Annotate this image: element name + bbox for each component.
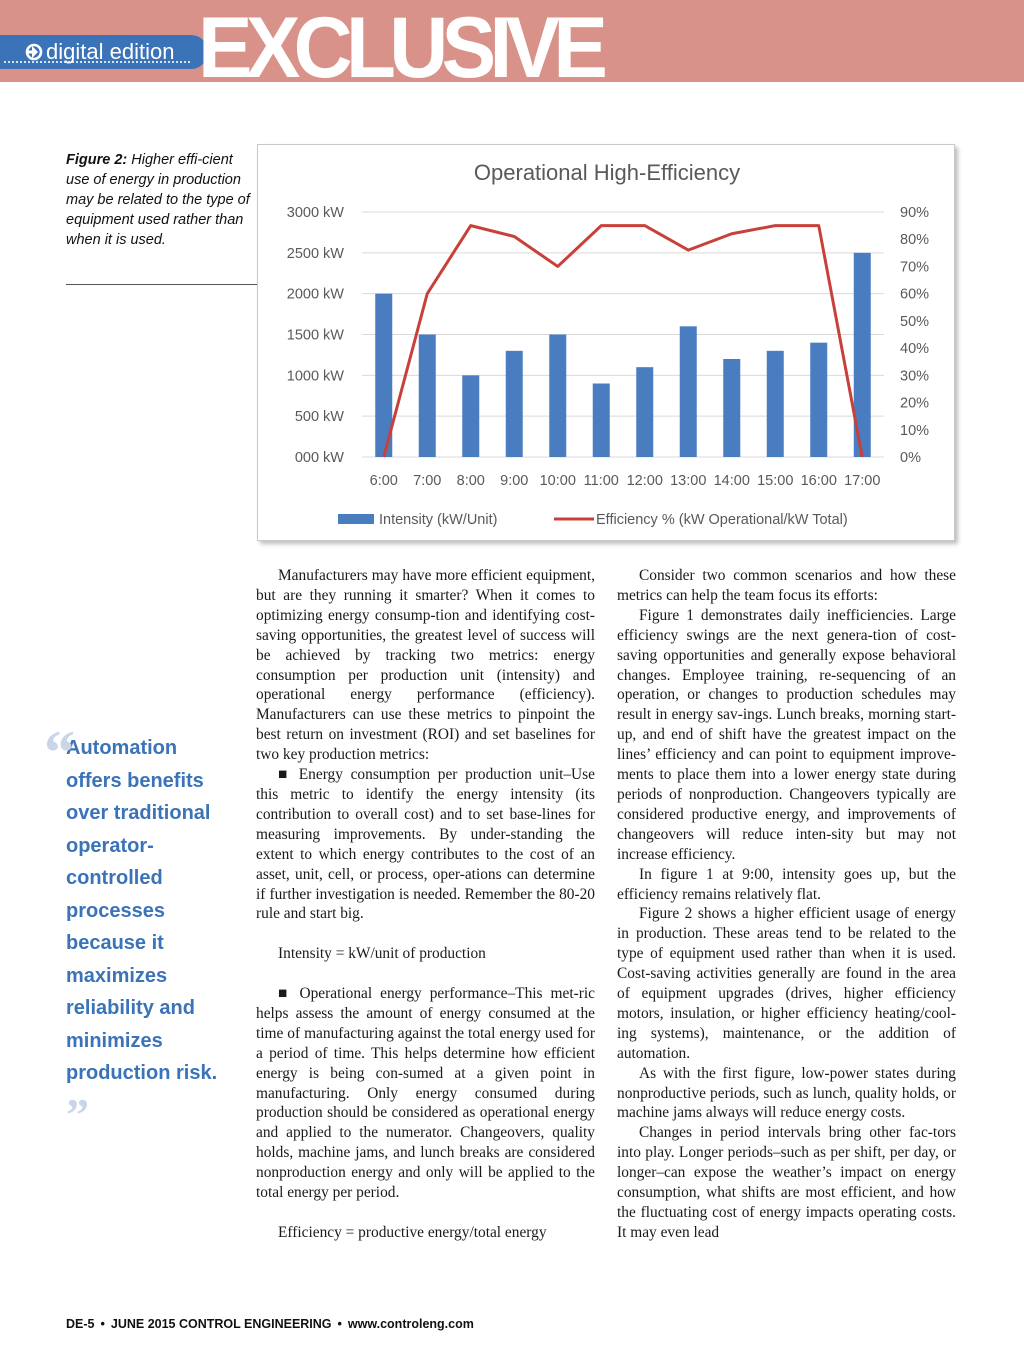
x-tick-label: 9:00 [500, 473, 529, 489]
y-right-tick-label: 20% [900, 395, 930, 412]
y-left-tick-label: 2500 kW [286, 245, 344, 262]
legend-intensity-swatch [338, 514, 374, 524]
digital-edition-label: digital edition [46, 39, 175, 64]
footer-separator: • [337, 1317, 342, 1331]
intensity-bar [636, 367, 653, 457]
circular-arrow-icon [24, 42, 44, 62]
paragraph: ■ Energy consumption per production unit–Use this metric to identify the energy intensity (its contribution to overall cost) and to set base-lines for measuring improvements. By under-standing the extent to which energy contributes to the cost of an asset, unit, cell, or process, oper-ations can determine if further investigation is needed. Remember the 80-20 rule and start big. [256, 766, 595, 923]
digital-edition-badge[interactable] [0, 35, 208, 69]
paragraph: ■ Operational energy performance–This met-ric helps assess the amount of energy consumed at the time of manufacturing against the total energy used for a period of time. This helps determine how efficient energy is being con-sumed at a given point in manufacturing. Only energy consumed during production should be considered as operational energy and applied to the numerator. Changeovers, quality holds, machine jams, and lunch breaks are considered nonproduction energy and only will be applied to the total energy per period. [256, 985, 595, 1202]
x-tick-label: 13:00 [670, 473, 707, 489]
x-tick-label: 17:00 [844, 473, 881, 489]
paragraph: Consider two common scenarios and how these metrics can help the team focus its efforts: [617, 567, 956, 604]
article-column-left [256, 566, 595, 1263]
page-footer [66, 1317, 474, 1331]
y-left-tick-label: 500 kW [294, 409, 344, 426]
intensity-bar [506, 351, 523, 457]
x-tick-label: 10:00 [539, 473, 576, 489]
paragraph: As with the first figure, low-power states during nonproductive periods, such as lunch, quality holds, or machine jams always will reduce energy costs. [617, 1064, 956, 1122]
x-tick-label: 6:00 [369, 473, 398, 489]
y-right-tick-label: 80% [900, 232, 930, 249]
y-left-tick-label: 000 kW [294, 450, 344, 466]
x-tick-label: 12:00 [626, 473, 663, 489]
paragraph: Changes in period intervals bring other fac-tors into play. Longer periods–such as per shift, per day, or longer–can expose the weather’s impact on energy consumption, what shifts are most efficient, and how the fluctuating cost of energy impacts operating costs. It may even lead [617, 1124, 956, 1241]
intensity-bar [593, 384, 610, 458]
y-left-tick-label: 1500 kW [286, 327, 344, 344]
intensity-bar [680, 326, 697, 457]
y-left-tick-label: 2000 kW [286, 286, 344, 303]
figure-caption-label: Figure 2: [66, 152, 128, 168]
y-right-tick-label: 90% [900, 205, 930, 221]
open-quote-mark: “ [44, 719, 75, 787]
y-right-tick-label: 50% [900, 313, 930, 330]
paragraph: Figure 1 demonstrates daily inefficiencies. Large efficiency swings are the next genera-tion of cost-saving opportunities and generally expose behavioral changes. Employee training, re-sequencing of an operation, or changes to production schedules may result in energy sav-ings. Lunch breaks, morning start-up, and end of shift have the greatest impact on the lines’ efficiency and can point to equipment improve-ments to place them into a lower energy state during periods of nonproduction. Changeovers typically are considered productive energy, and improvements of changeovers will reduce inten-sity but may not increase efficiency. [617, 606, 956, 863]
efficiency-equation: Efficiency = productive energy/total energy [278, 1223, 547, 1241]
efficiency-chart [257, 144, 955, 541]
intensity-equation: Intensity = kW/unit of production [278, 945, 486, 963]
footer-separator: • [100, 1317, 105, 1331]
pull-quote-body [66, 732, 236, 1140]
figure-caption [66, 150, 256, 250]
y-right-tick-label: 0% [900, 450, 921, 466]
x-tick-label: 7:00 [413, 473, 442, 489]
close-quote-mark: ” [66, 1088, 89, 1140]
page-number: DE-5 [66, 1317, 95, 1331]
x-tick-label: 8:00 [456, 473, 485, 489]
paragraph: Manufacturers may have more efficient equipment, but are they running it smarter? When it comes to optimizing energy consump-tion and identifying cost-saving opportunities, the greatest level of success will be achieved by tracking two metrics: energy consumption per production unit (intensity) and operational energy performance (efficiency). Manufacturers can use these metrics to pinpoint the best return on investment (ROI) and set baselines for two key production metrics: [256, 567, 595, 764]
article-column-right [617, 566, 956, 1243]
header-banner [0, 0, 1024, 96]
intensity-bar [723, 359, 740, 457]
pull-quote-text: Automation offers benefits over traditional operator-controlled processes because it maximizes reliability and minimizes production risk. [66, 737, 218, 1084]
y-right-tick-label: 30% [900, 368, 930, 385]
website-link[interactable]: www.controleng.com [347, 1317, 474, 1331]
chart-title: Operational High-Efficiency [473, 160, 741, 185]
exclusive-title: EXCLUSIVE [198, 0, 602, 96]
chart-canvas [258, 145, 956, 542]
y-right-tick-label: 10% [900, 422, 930, 439]
y-right-tick-label: 60% [900, 286, 930, 303]
efficiency-line [384, 226, 863, 457]
caption-divider [66, 284, 257, 285]
dotted-underline [4, 61, 190, 63]
y-right-tick-label: 40% [900, 341, 930, 358]
paragraph: In figure 1 at 9:00, intensity goes up, but the efficiency remains relatively flat. [617, 865, 956, 903]
y-left-tick-label: 1000 kW [286, 368, 344, 385]
intensity-bar [767, 351, 784, 457]
y-right-tick-label: 70% [900, 259, 930, 276]
intensity-bar [810, 343, 827, 457]
legend-efficiency-label: Efficiency % (kW Operational/kW Total) [596, 512, 848, 528]
intensity-bar [462, 375, 479, 457]
intensity-bar [549, 335, 566, 458]
x-tick-label: 11:00 [583, 473, 619, 489]
intensity-bar [419, 335, 436, 458]
issue-info: JUNE 2015 CONTROL ENGINEERING [110, 1317, 332, 1331]
paragraph: Figure 2 shows a higher efficient usage of energy in production. These areas tend to be related to the type of equipment used rather than when it is used. Cost-saving activities generally are found in the area of equipment upgrades (drives, higher efficiency motors, insulation, or higher efficiency heating/cool-ing systems), maintenance, or the addition of automation. [617, 905, 956, 1062]
x-tick-label: 14:00 [713, 473, 750, 489]
x-tick-label: 15:00 [757, 473, 794, 489]
legend-intensity-label: Intensity (kW/Unit) [379, 512, 498, 528]
x-tick-label: 16:00 [800, 473, 837, 489]
figure-caption-text: Higher effi-cient use of energy in production may be related to the type of equipment used rather than when it is used. [66, 152, 250, 248]
y-left-tick-label: 3000 kW [286, 205, 344, 221]
